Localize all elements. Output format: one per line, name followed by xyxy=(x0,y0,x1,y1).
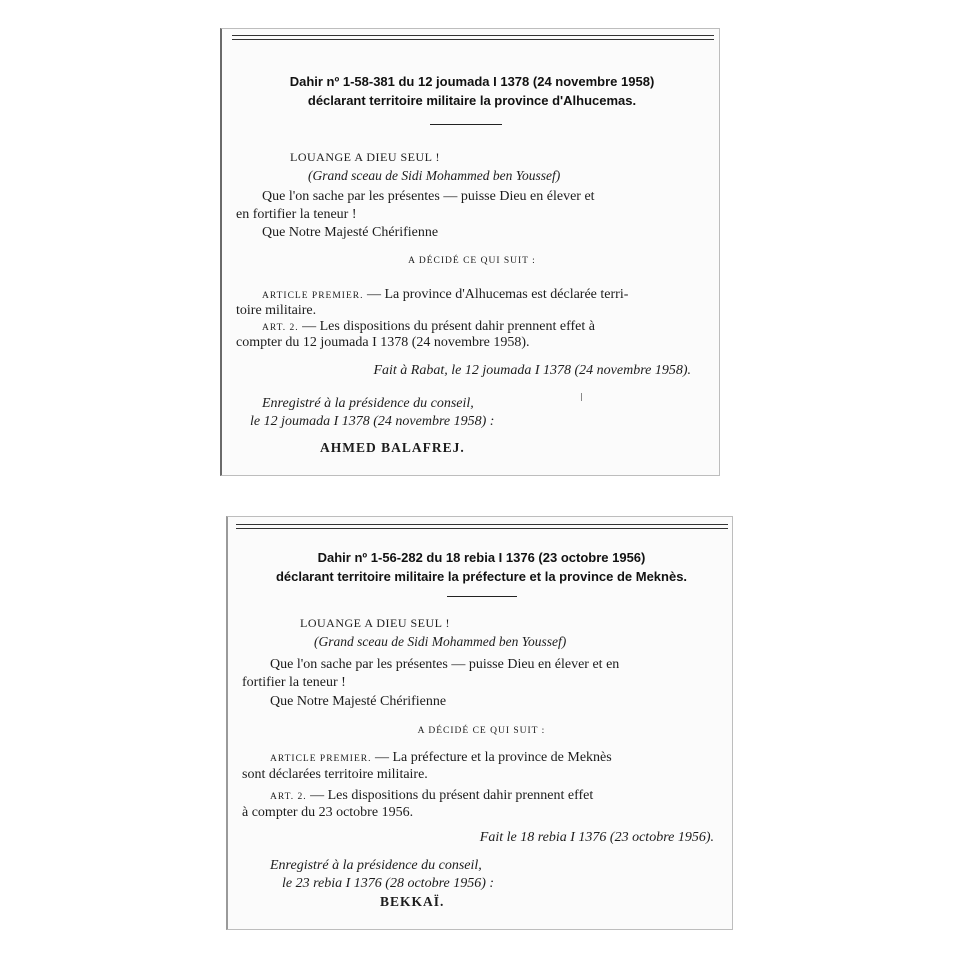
done-at-line: Fait le 18 rebia I 1376 (23 octobre 1956). xyxy=(479,830,714,845)
done-at-line: Fait à Rabat, le 12 joumada I 1378 (24 novembre 1958). xyxy=(373,363,691,378)
print-mark xyxy=(581,393,582,401)
preamble-line-2: fortifier la teneur ! xyxy=(242,675,346,690)
article-1-label: ARTICLE PREMIER. xyxy=(262,291,364,301)
decree-title-line-2: déclarant territoire militaire la préfecture et la province de Meknès. xyxy=(275,569,688,584)
registered-line-2: le 12 joumada I 1378 (24 novembre 1958) : xyxy=(250,414,495,429)
article-1-text: — La province d'Alhucemas est déclarée terri- xyxy=(363,287,629,302)
registered-line-1: Enregistré à la présidence du conseil, xyxy=(270,858,482,873)
registered-line-1: Enregistré à la présidence du conseil, xyxy=(262,396,474,411)
article-1-line-1 xyxy=(270,751,612,765)
title-separator xyxy=(447,596,517,597)
signatory: AHMED BALAFREJ. xyxy=(320,440,465,455)
article-2-label: ART. 2. xyxy=(262,323,299,333)
majesty-line: Que Notre Majesté Chérifienne xyxy=(262,225,439,240)
decided-heading: A DÉCIDÉ CE QUI SUIT : xyxy=(417,726,546,736)
decree-clipping-alhucemas xyxy=(220,28,720,476)
preamble-line-1: Que l'on sache par les présentes — puisse Dieu en élever et en xyxy=(270,657,620,672)
decree-title-line-1: Dahir nº 1-56-282 du 18 rebia I 1376 (23 octobre 1956) xyxy=(317,550,646,565)
invocation: LOUANGE A DIEU SEUL ! xyxy=(300,616,451,630)
article-2-text: — Les dispositions du présent dahir prennent effet xyxy=(306,788,594,803)
title-separator xyxy=(430,124,502,125)
article-2-label: ART. 2. xyxy=(270,792,307,802)
decree-clipping-meknes xyxy=(226,516,733,930)
signatory: BEKKAÏ. xyxy=(380,894,445,909)
article-1-line-1 xyxy=(262,288,628,302)
article-1-line-2: toire militaire. xyxy=(236,303,317,318)
article-2-line-2: à compter du 23 octobre 1956. xyxy=(242,805,414,820)
invocation: LOUANGE A DIEU SEUL ! xyxy=(290,150,441,164)
decree-title-line-2: déclarant territoire militaire la province d'Alhucemas. xyxy=(307,93,637,108)
article-2-line-2: compter du 12 joumada I 1378 (24 novembre 1958). xyxy=(236,335,530,350)
article-2-line-1 xyxy=(262,320,595,334)
seal-note: (Grand sceau de Sidi Mohammed ben Youssef) xyxy=(308,168,561,183)
decree-title-line-1: Dahir nº 1-58-381 du 12 joumada I 1378 (24 novembre 1958) xyxy=(289,74,655,89)
article-1-text: — La préfecture et la province de Meknès xyxy=(371,750,612,765)
article-1-line-2: sont déclarées territoire militaire. xyxy=(242,767,428,782)
majesty-line: Que Notre Majesté Chérifienne xyxy=(270,694,447,709)
registered-line-2: le 23 rebia I 1376 (28 octobre 1956) : xyxy=(282,876,495,891)
top-double-rule xyxy=(232,35,714,40)
seal-note: (Grand sceau de Sidi Mohammed ben Youssef) xyxy=(314,634,567,649)
article-1-label: ARTICLE PREMIER. xyxy=(270,754,372,764)
decided-heading: A DÉCIDÉ CE QUI SUIT : xyxy=(408,256,536,266)
preamble-line-2: en fortifier la teneur ! xyxy=(236,207,357,222)
article-2-line-1 xyxy=(270,789,593,803)
preamble-line-1: Que l'on sache par les présentes — puisse Dieu en élever et xyxy=(262,189,595,204)
article-2-text: — Les dispositions du présent dahir prennent effet à xyxy=(298,319,596,334)
top-double-rule xyxy=(236,524,728,529)
